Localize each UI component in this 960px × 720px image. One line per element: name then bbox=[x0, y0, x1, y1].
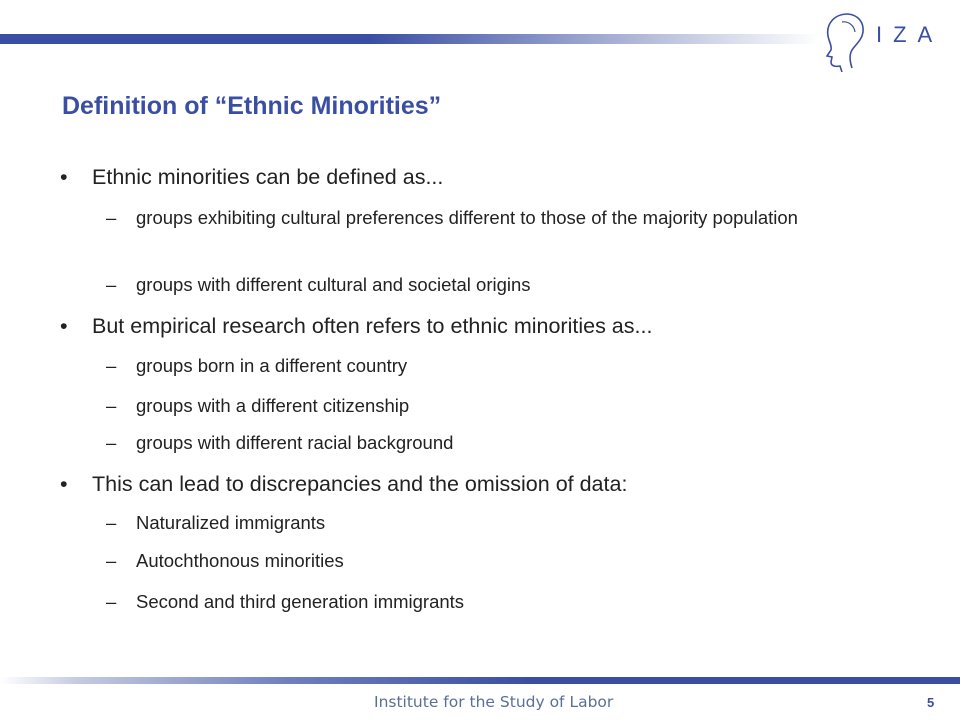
dash-marker: – bbox=[106, 207, 117, 228]
bullet-text: But empirical research often refers to ethnic minorities as... bbox=[92, 314, 653, 338]
bullet-marker: • bbox=[60, 472, 68, 496]
sub-bullet-text: groups with different cultural and societal origins bbox=[136, 274, 531, 295]
head-profile-icon bbox=[818, 10, 874, 72]
dash-marker: – bbox=[106, 591, 117, 612]
bullet-text: Ethnic minorities can be defined as... bbox=[92, 165, 444, 189]
footer-institute: Institute for the Study of Labor bbox=[374, 693, 614, 711]
page-number: 5 bbox=[927, 695, 935, 710]
dash-marker: – bbox=[106, 395, 117, 416]
sub-bullet-text: groups born in a different country bbox=[136, 355, 408, 376]
sub-bullet-text: groups with a different citizenship bbox=[136, 395, 410, 416]
sub-bullet-text: Naturalized immigrants bbox=[136, 512, 326, 533]
logo-text: IZA bbox=[876, 22, 944, 47]
dash-marker: – bbox=[106, 274, 117, 295]
sub-bullet-text: Second and third generation immigrants bbox=[136, 591, 465, 612]
sub-bullet-text: groups with different racial background bbox=[136, 432, 454, 453]
iza-logo bbox=[818, 10, 958, 72]
bullet-text: This can lead to discrepancies and the omission of data: bbox=[92, 472, 628, 496]
sub-bullet-text: Autochthonous minorities bbox=[136, 550, 344, 571]
dash-marker: – bbox=[106, 355, 117, 376]
footer-bar bbox=[0, 677, 960, 684]
slide-title: Definition of “Ethnic Minorities” bbox=[62, 92, 442, 120]
bullet-marker: • bbox=[60, 165, 68, 189]
dash-marker: – bbox=[106, 512, 117, 533]
dash-marker: – bbox=[106, 432, 117, 453]
dash-marker: – bbox=[106, 550, 117, 571]
sub-bullet-text: groups exhibiting cultural preferences different to those of the majority population bbox=[136, 207, 798, 228]
bullet-marker: • bbox=[60, 314, 68, 338]
header-bar bbox=[0, 34, 820, 44]
